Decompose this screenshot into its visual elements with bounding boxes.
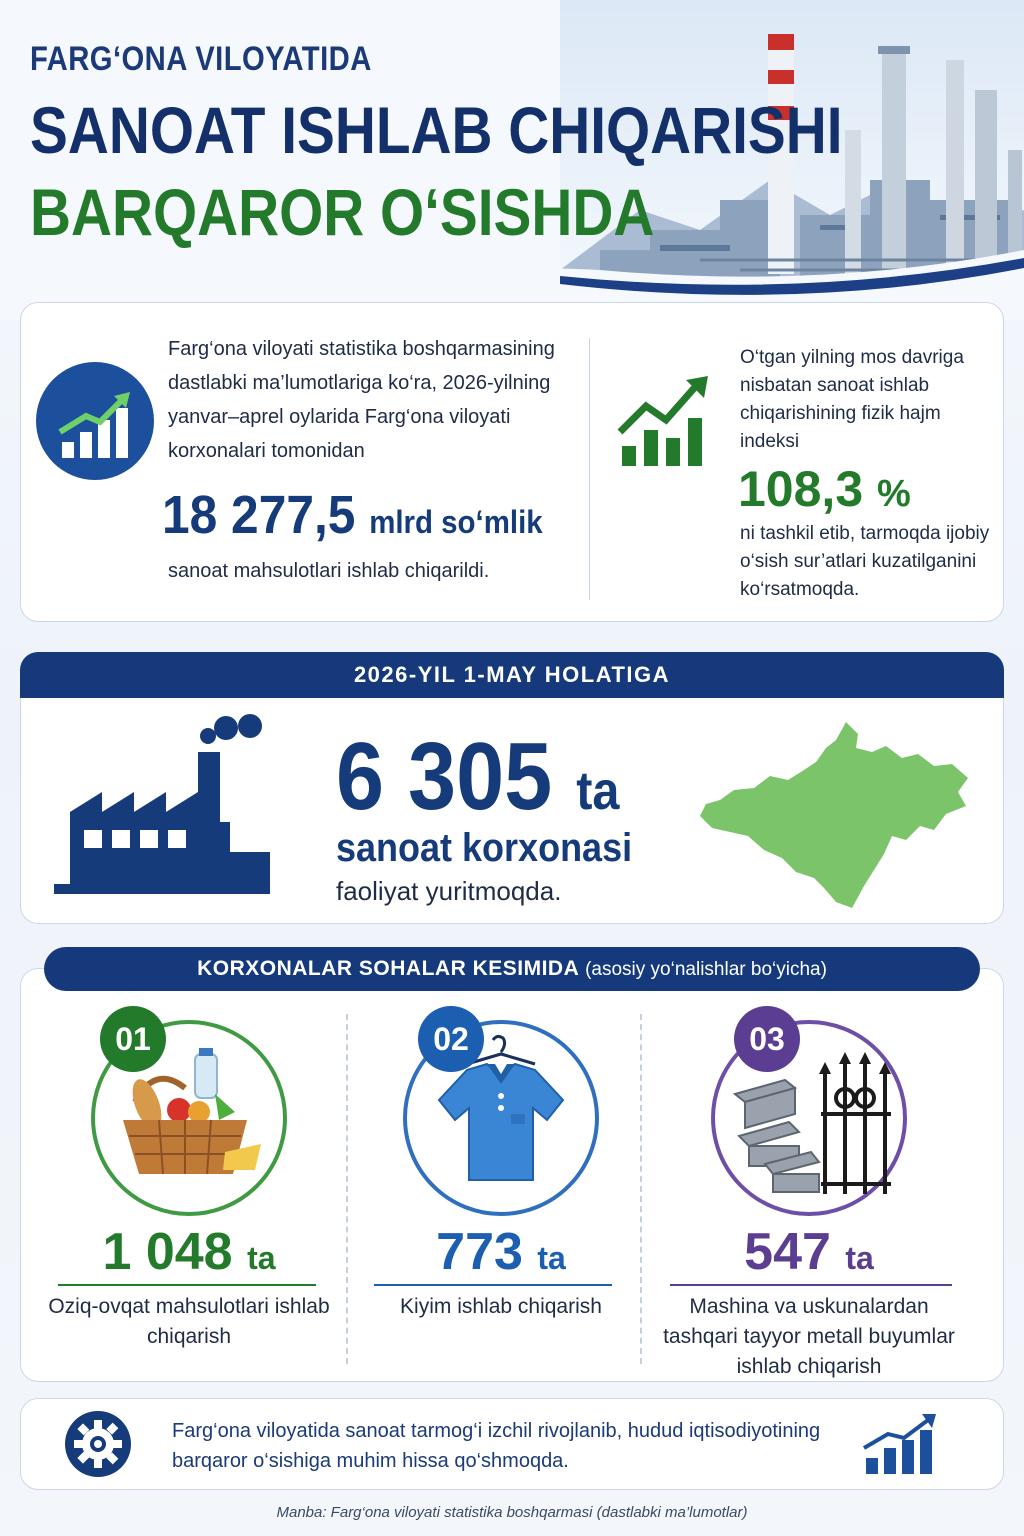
divider: [346, 1014, 348, 1364]
title-region: FARG‘ONA VILOYATIDA: [30, 40, 372, 78]
sector-unit: ta: [247, 1240, 276, 1276]
header: [0, 0, 1024, 320]
enterprises-label: sanoat korxonasi: [336, 826, 633, 870]
production-unit: mlrd so‘mlik: [369, 504, 543, 540]
sectors-banner-note: (asosiy yo‘nalishlar bo‘yicha): [585, 959, 827, 980]
chart-green-icon: [616, 372, 712, 468]
sector-food: [44, 1000, 334, 1380]
bar-chart-icon: [862, 1412, 938, 1476]
factory-icon: [50, 712, 280, 898]
title-highlight: BARQAROR O‘SISHDA: [30, 175, 655, 249]
sector-unit: ta: [537, 1240, 566, 1276]
sector-label: Oziq-ovqat mahsulotlari ishlab chiqarish: [48, 1295, 330, 1348]
sector-unit: ta: [845, 1240, 874, 1276]
enterprises-unit: ta: [576, 761, 620, 821]
production-sub: sanoat mahsulotlari ishlab chiqarildi.: [168, 560, 490, 582]
index-text: O‘tgan yilning mos davriga nisbatan sanoat ishlab chiqarishining fizik hajm indeksi: [740, 347, 964, 452]
production-intro: Farg‘ona viloyati statistika boshqarmasining dastlabki ma’lumotlariga ko‘ra, 2026-yilning yanvar–aprel oylarida Farg‘ona viloyati korxonalari tomonidan: [168, 338, 555, 462]
sector-underline: [670, 1284, 952, 1286]
index-text-after: ni tashkil etib, tarmoqda ijobiy o‘sish sur’atlari kuzatilganini ko‘rsatmoqda.: [740, 523, 990, 600]
sector-value: [44, 1222, 334, 1282]
sector-label: Kiyim ishlab chiqarish: [400, 1295, 602, 1318]
sector-number: 773: [436, 1223, 523, 1281]
index-value: [738, 460, 911, 518]
summary-text: Farg‘ona viloyatida sanoat tarmog‘i izchil rivojlanib, hudud iqtisodiyotining barqaror o‘sishiga muhim hissa qo‘shmoqda.: [172, 1420, 821, 1472]
source-note: Manba: Farg‘ona viloyati statistika boshqarmasi (dastlabki ma’lumotlar): [276, 1504, 748, 1521]
sectors-banner-title: KORXONALAR SOHALAR KESIMIDA: [197, 957, 580, 980]
sector-badge: 02: [418, 1006, 484, 1072]
sector-value: [664, 1222, 954, 1282]
enterprises-number: 6 305: [336, 723, 553, 830]
sector-underline: [374, 1284, 612, 1286]
index-unit: %: [877, 473, 911, 515]
gear-icon: [64, 1410, 132, 1478]
sectors-banner: [44, 947, 980, 991]
sector-badge: 01: [100, 1006, 166, 1072]
index-number: 108,3: [738, 461, 864, 517]
divider: [589, 338, 590, 600]
sector-value: [356, 1222, 646, 1282]
sector-number: 547: [744, 1223, 831, 1281]
sector-underline: [58, 1284, 316, 1286]
enterprises-count: [336, 722, 619, 832]
region-map-icon: [696, 718, 972, 914]
sector-label: Mashina va uskunalardan tashqari tayyor metall buyumlar ishlab chiqarish: [663, 1295, 955, 1378]
sector-clothing: [356, 1000, 646, 1380]
sector-number: 1 048: [102, 1223, 233, 1281]
production-value: [162, 484, 543, 546]
enterprises-banner: 2026-YIL 1-MAY HOLATIGA: [20, 652, 1004, 698]
chart-growth-icon: [36, 362, 154, 480]
production-amount: 18 277,5: [162, 485, 356, 545]
title-main: SANOAT ISHLAB CHIQARISHI: [30, 93, 843, 167]
sector-badge: 03: [734, 1006, 800, 1072]
sector-metal: [664, 1000, 954, 1380]
enterprises-sub: faoliyat yuritmoqda.: [336, 876, 562, 906]
